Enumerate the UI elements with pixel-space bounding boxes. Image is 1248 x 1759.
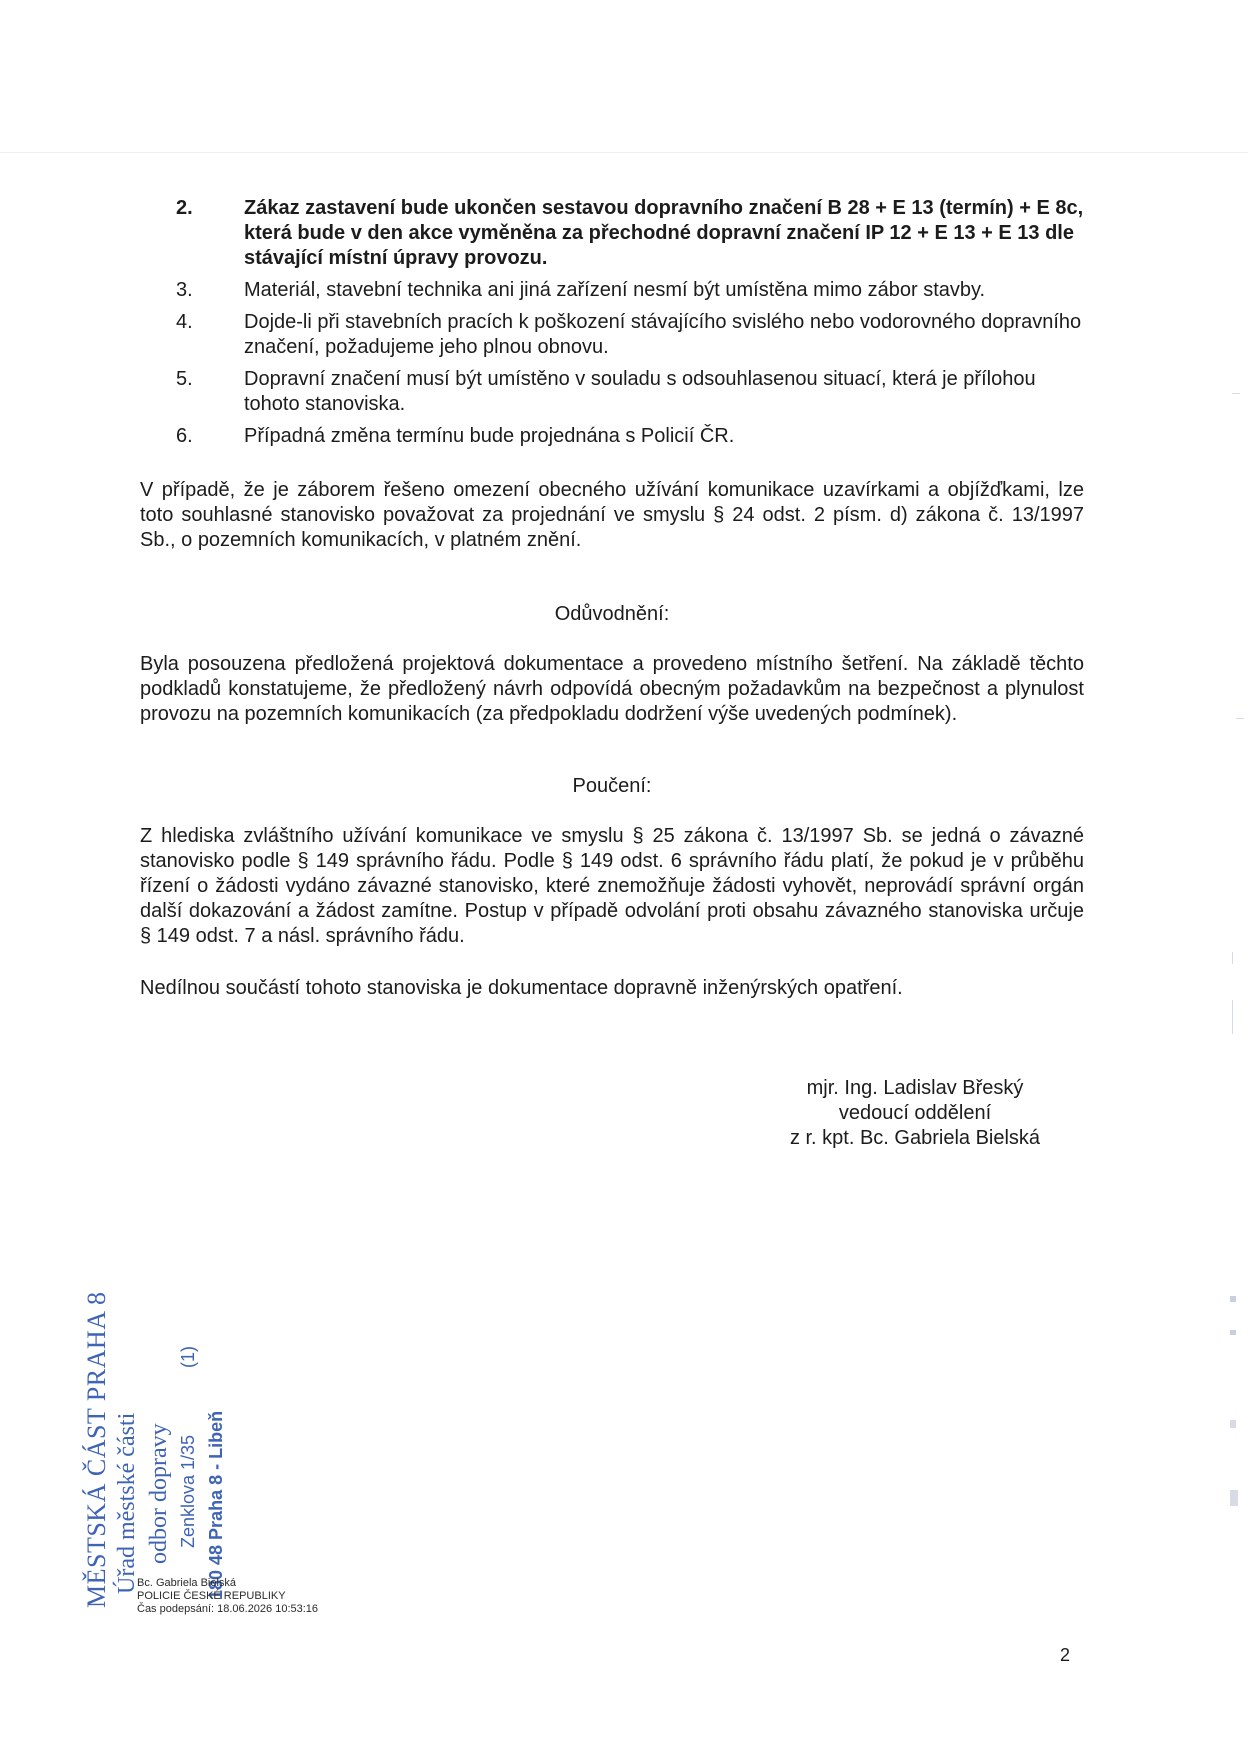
reasoning-heading: Odůvodnění: <box>554 603 670 625</box>
instruction-paragraph: Z hlediska zvláštního užívání komunikace ve smyslu § 25 zákona č. 13/1997 Sb. se jedná o závazné stanovisko podle § 149 správního řádu. Podle § 149 odst. 6 správního řádu platí, že pokud je v průběhu řízení o žádosti vydáno závazné stanovisko, které znemožňuje žádosti vyhovět, neprovádí správní orgán další dokazování a žádost zamítne. Postup v případě odvolání proti obsahu závazného stanoviska určuje § 149 odst. 7 a násl. správního řádu. <box>140 825 1084 947</box>
signature-deputy: z r. kpt. Bc. Gabriela Bielská <box>789 1127 1041 1149</box>
instruction-heading: Poučení: <box>572 775 652 797</box>
list-item-text: Případná změna termínu bude projednána s Policií ČR. <box>244 425 735 447</box>
list-item-text: Dopravní značení musí být umístěno v souladu s odsouhlasenou situací, která je přílohou tohoto stanoviska. <box>244 368 1036 415</box>
official-stamp <box>82 1291 232 1608</box>
scan-mark <box>1232 1000 1233 1034</box>
signature-position: vedoucí oddělení <box>838 1102 992 1124</box>
list-item-number: 4. <box>176 311 193 333</box>
stamp-line-department: odbor dopravy <box>146 1423 172 1564</box>
scan-line <box>0 152 1248 153</box>
signature-name: mjr. Ing. Ladislav Břeský <box>806 1077 1024 1099</box>
stamp-line-number: (1) <box>178 1346 198 1368</box>
intro-paragraph: V případě, že je záborem řešeno omezení obecného užívání komunikace uzavírkami a objížďkami, lze toto souhlasné stanovisko považovat za projednání ve smyslu § 24 odst. 2 písm. d) zákona č. 13/1997 Sb., o pozemních komunikacích, v platném znění. <box>140 479 1084 551</box>
reasoning-paragraph: Byla posouzena předložená projektová dokumentace a provedeno místního šetření. Na základě těchto podkladů konstatujeme, že předložený návrh odpovídá obecným požadavkům na bezpečnost a plynulost provozu na pozemních komunikacích (za předpokladu dodržení výše uvedených podmínek). <box>140 653 1084 725</box>
stamp-line-authority: MĚSTSKÁ ČÁST PRAHA 8 <box>82 1291 111 1608</box>
list-item <box>176 367 1092 417</box>
scan-mark <box>1230 1420 1236 1428</box>
esign-name: Bc. Gabriela Bielská <box>137 1577 237 1589</box>
list-item <box>176 196 1092 271</box>
page-number: 2 <box>1060 1645 1071 1665</box>
scan-mark <box>1230 1296 1236 1302</box>
scan-mark <box>1232 952 1233 964</box>
electronic-signature <box>137 1577 318 1616</box>
list-item <box>176 424 1092 449</box>
scan-mark <box>1236 718 1244 719</box>
list-item-number: 2. <box>176 197 193 219</box>
esign-time: Čas podepsání: 18.06.2026 10:53:16 <box>137 1603 319 1615</box>
list-item <box>176 278 1092 303</box>
stamp-line-office: Úřad městské části <box>114 1412 140 1594</box>
list-item-number: 6. <box>176 425 193 447</box>
list-item <box>176 310 1092 360</box>
scan-mark <box>1230 1330 1236 1335</box>
attachment-paragraph: Nedílnou součástí tohoto stanoviska je dokumentace dopravně inženýrských opatření. <box>140 977 903 999</box>
list-item-number: 5. <box>176 368 193 390</box>
list-item-number: 3. <box>176 279 193 301</box>
list-item-text: Zákaz zastavení bude ukončen sestavou dopravního značení B 28 + E 13 (termín) + E 8c, která bude v den akce vyměněna za přechodné dopravní značení IP 12 + E 13 + E 13 dle stávající místní úpravy provozu. <box>244 197 1084 269</box>
conditions-list <box>176 196 1092 456</box>
esign-organization: POLICIE ČESKÉ REPUBLIKY <box>137 1590 286 1602</box>
stamp-line-street: Zenklova 1/35 <box>178 1434 198 1548</box>
list-item-text: Dojde-li při stavebních pracích k poškození stávajícího svislého nebo vodorovného dopravního značení, požadujeme jeho plnou obnovu. <box>244 311 1082 358</box>
scan-mark <box>1232 393 1240 394</box>
list-item-text: Materiál, stavební technika ani jiná zařízení nesmí být umístěna mimo zábor stavby. <box>244 279 986 301</box>
stamp-line-city: 180 48 Praha 8 - Libeň <box>206 1410 226 1600</box>
scan-mark <box>1230 1490 1238 1506</box>
